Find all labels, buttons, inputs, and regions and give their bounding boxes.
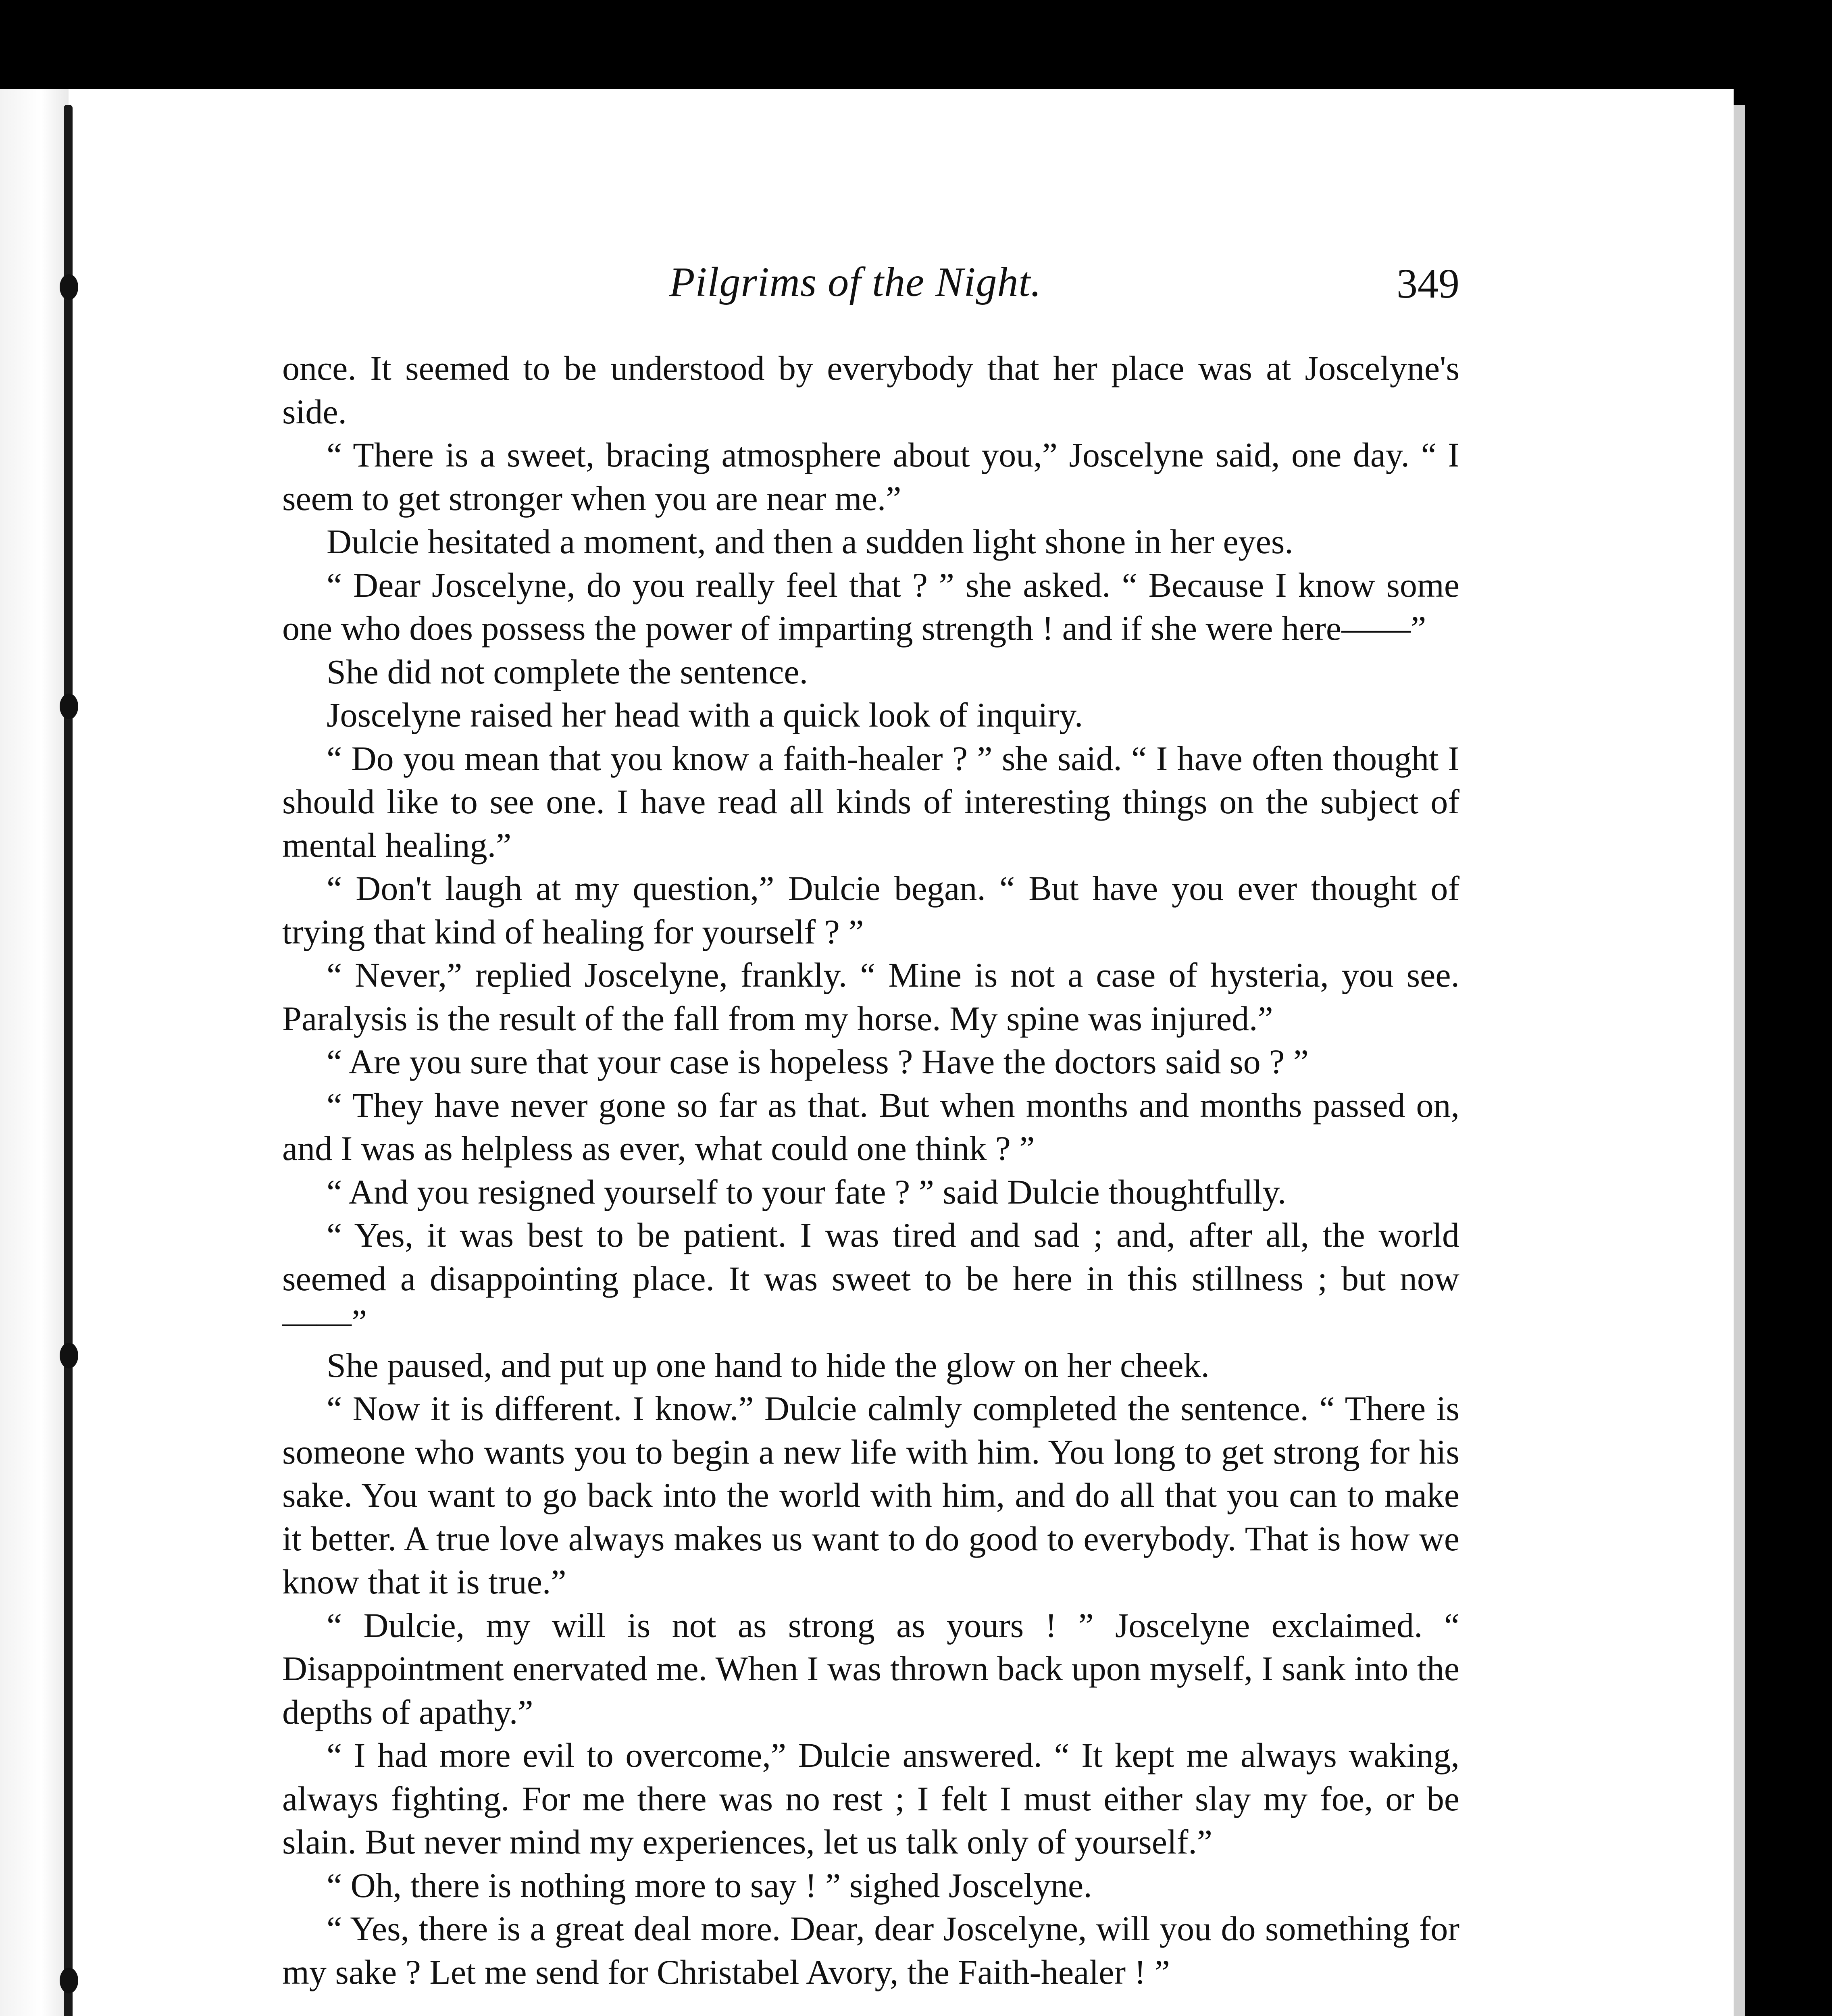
binding-thread-mark <box>60 1968 78 1993</box>
paragraph: once. It seemed to be understood by everybody that her place was at Joscelyne's side. <box>282 349 1459 431</box>
paragraph: “ Yes, it was best to be patient. I was tired and sad ; and, after all, the world seemed a disappointing place. It was sweet to be here in this stillness ; but now——” <box>282 1216 1459 1341</box>
page-binding-edge <box>0 89 69 2016</box>
paragraph: “ Never,” replied Joscelyne, frankly. “ Mine is not a case of hysteria, you see. Paralysis is the result of the fall from my horse. My spine was injured.” <box>282 956 1459 1038</box>
binding-gutter-line <box>64 105 73 2016</box>
paragraph: “ There is a sweet, bracing atmosphere about you,” Joscelyne said, one day. “ I seem to get stronger when you are near me.” <box>282 435 1459 518</box>
page-right-edge <box>1734 105 1745 2016</box>
paragraph: “ Dear Joscelyne, do you really feel that ? ” she asked. “ Because I know some one who does possess the power of imparting strength ! and if she were here——” <box>282 565 1459 648</box>
paragraph: “ Yes, there is a great deal more. Dear, dear Joscelyne, will you do something for my sake ? Let me send for Christabel Avory, the Faith-healer ! ” <box>282 1909 1459 1991</box>
paragraph: “ Do you mean that you know a faith-healer ? ” she said. “ I have often thought I should like to see one. I have read all kinds of interesting things on the subject of mental healing.” <box>282 739 1459 864</box>
running-title: Pilgrims of the Night. <box>669 259 1042 305</box>
paragraph: “ Now it is different. I know.” Dulcie calmly completed the sentence. “ There is someone who wants you to begin a new life with him. You long to get strong for his sake. You want to go back into the world with him, and do all that you can to make it better. A true love always makes us want to do good to everybody. That is how we know that it is true.” <box>282 1389 1459 1601</box>
paragraph: “ Don't laugh at my question,” Dulcie began. “ But have you ever thought of trying that kind of healing for yourself ? ” <box>282 869 1459 951</box>
paragraph: Joscelyne raised her head with a quick look of inquiry. <box>327 696 1083 734</box>
paragraph: “ And you resigned yourself to your fate ? ” said Dulcie thoughtfully. <box>327 1172 1287 1211</box>
text-body <box>282 347 1459 1994</box>
binding-thread-mark <box>60 1343 78 1368</box>
paragraph: “ They have never gone so far as that. But when months and months passed on, and I was as helpless as ever, what could one think ? ” <box>282 1085 1459 1168</box>
paragraph: “ Dulcie, my will is not as strong as yours ! ” Joscelyne exclaimed. “ Disappointment enervated me. When I was thrown back upon myself, I sank into the depths of apathy.” <box>282 1606 1459 1731</box>
paragraph: Dulcie hesitated a moment, and then a sudden light shone in her eyes. <box>327 522 1293 561</box>
paragraph: “ Oh, there is nothing more to say ! ” sighed Joscelyne. <box>327 1866 1092 1905</box>
binding-thread-mark <box>60 694 78 719</box>
paragraph: She paused, and put up one hand to hide the glow on her cheek. <box>327 1345 1210 1385</box>
page-number: 349 <box>1397 260 1459 307</box>
page-header <box>282 258 1459 323</box>
paragraph: “ I had more evil to overcome,” Dulcie answered. “ It kept me always waking, always fighting. For me there was no rest ; I felt I must either slay my foe, or be slain. But never mind my experiences, let us talk only of yourself.” <box>282 1736 1459 1861</box>
paragraph: “ Are you sure that your case is hopeless ? Have the doctors said so ? ” <box>327 1042 1309 1081</box>
paragraph: She did not complete the sentence. <box>327 652 808 691</box>
binding-thread-mark <box>60 274 78 300</box>
